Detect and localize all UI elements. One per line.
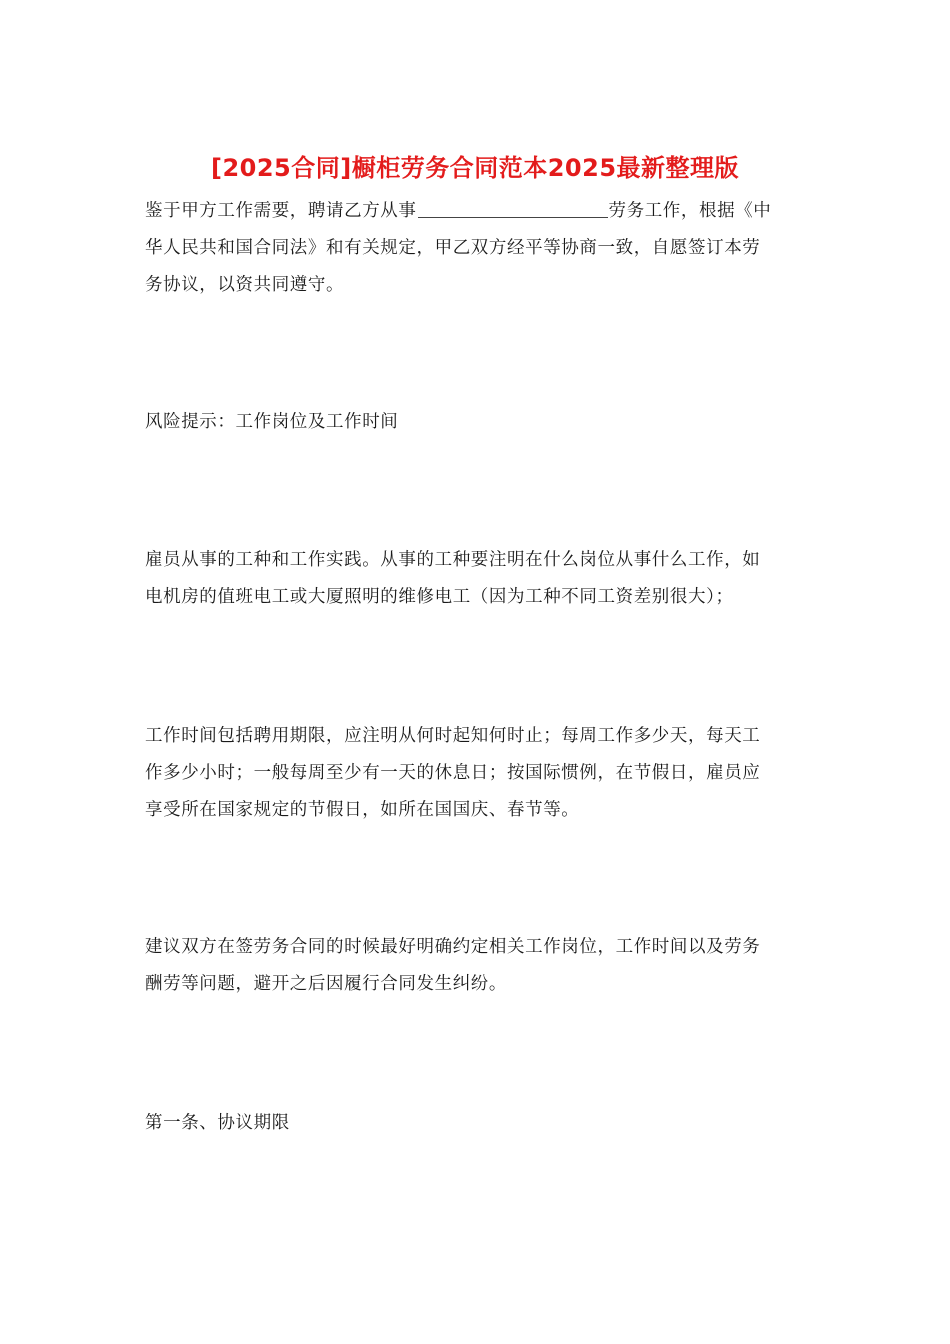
document-title: [2025合同]橱柜劳务合同范本2025最新整理版 xyxy=(210,154,740,182)
intro-line-2: 华人民共和国合同法》和有关规定，甲乙双方经平等协商一致，自愿签订本劳 xyxy=(145,238,761,258)
fill-in-blank[interactable] xyxy=(418,199,608,218)
risk-heading: 风险提示：工作岗位及工作时间 xyxy=(145,412,399,432)
intro-line-1-start: 鉴于甲方工作需要，聘请乙方从事 xyxy=(145,201,417,221)
article-1-heading: 第一条、协议期限 xyxy=(145,1113,290,1133)
advice-paragraph xyxy=(145,929,800,1003)
intro-paragraph xyxy=(145,193,800,304)
worktype-line-2: 电机房的值班电工或大厦照明的维修电工（因为工种不同工资差别很大）； xyxy=(145,587,734,607)
intro-line-1-end: 劳务工作，根据《中 xyxy=(608,201,772,221)
worktime-paragraph xyxy=(145,718,800,829)
advice-line-2: 酬劳等问题，避开之后因履行合同发生纠纷。 xyxy=(145,974,507,994)
worktime-line-1: 工作时间包括聘用期限，应注明从何时起知何时止；每周工作多少天，每天工 xyxy=(145,726,761,746)
worktype-paragraph xyxy=(145,542,800,616)
worktime-line-3: 享受所在国家规定的节假日，如所在国国庆、春节等。 xyxy=(145,800,580,820)
worktype-line-1: 雇员从事的工种和工作实践。从事的工种要注明在什么岗位从事什么工作，如 xyxy=(145,550,761,570)
advice-line-1: 建议双方在签劳务合同的时候最好明确约定相关工作岗位，工作时间以及劳务 xyxy=(145,937,761,957)
intro-line-1 xyxy=(145,193,800,230)
worktime-line-2: 作多少小时；一般每周至少有一天的休息日；按国际惯例，在节假日，雇员应 xyxy=(145,763,761,783)
intro-line-3: 务协议，以资共同遵守。 xyxy=(145,275,345,295)
